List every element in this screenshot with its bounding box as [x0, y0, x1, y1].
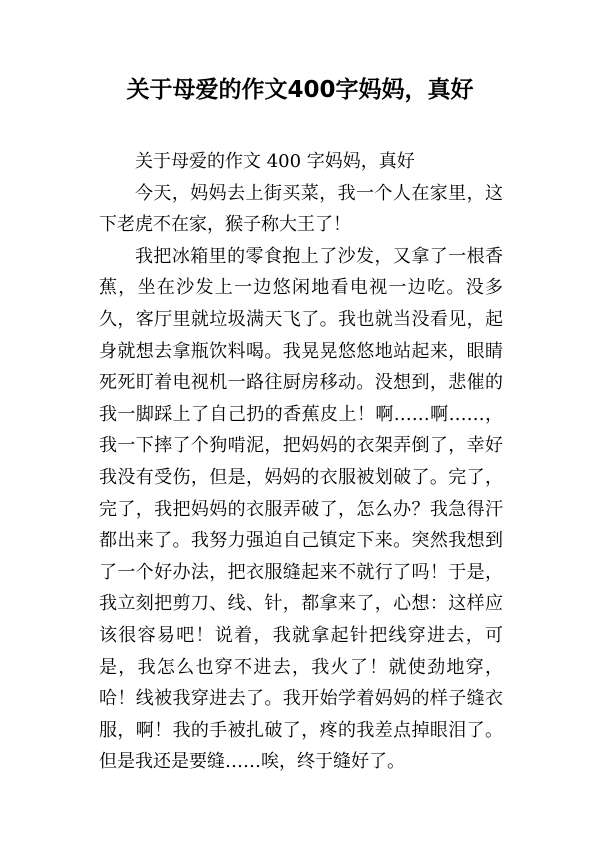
- paragraph-subtitle: 关于母爱的作文 400 字妈妈，真好: [135, 151, 415, 172]
- paragraph-story: 我把冰箱里的零食抱上了沙发，又拿了一根香蕉，坐在沙发上一边悠闲地看电视一边吃。没多久，客厅里就垃圾满天飞了。我也就当没看见，起身就想去拿瓶饮料喝。我晃晃悠悠地站起来，眼睛死死盯着电视机一路往厨房移动。没想到，悲催的我一脚踩上了自己扔的香蕉皮上！啊……啊……，我一下摔了个狗啃泥，把妈妈的衣架弄倒了，幸好我没有受伤，但是，妈妈的衣服被划破了。完了，完了，我把妈妈的衣服弄破了，怎么办？我急得汗都出来了。我努力强迫自己镇定下来。突然我想到了一个好办法，把衣服缝起来不就行了吗！于是，我立刻把剪刀、线、针，都拿来了，心想：这样应该很容易吧！说着，我就拿起针把线穿进去，可是，我怎么也穿不进去，我火了！就使劲地穿，哈！线被我穿进去了。我开始学着妈妈的样子缝衣服，啊！我的手被扎破了，疼的我差点掉眼泪了。但是我还是要缝……唉，终于缝好了。: [99, 245, 503, 773]
- paragraph-intro: 今天，妈妈去上街买菜，我一个人在家里，这下老虎不在家，猴子称大王了！: [99, 182, 503, 236]
- document-title: 关于母爱的作文400字妈妈，真好: [126, 77, 474, 103]
- document-body: [99, 146, 503, 778]
